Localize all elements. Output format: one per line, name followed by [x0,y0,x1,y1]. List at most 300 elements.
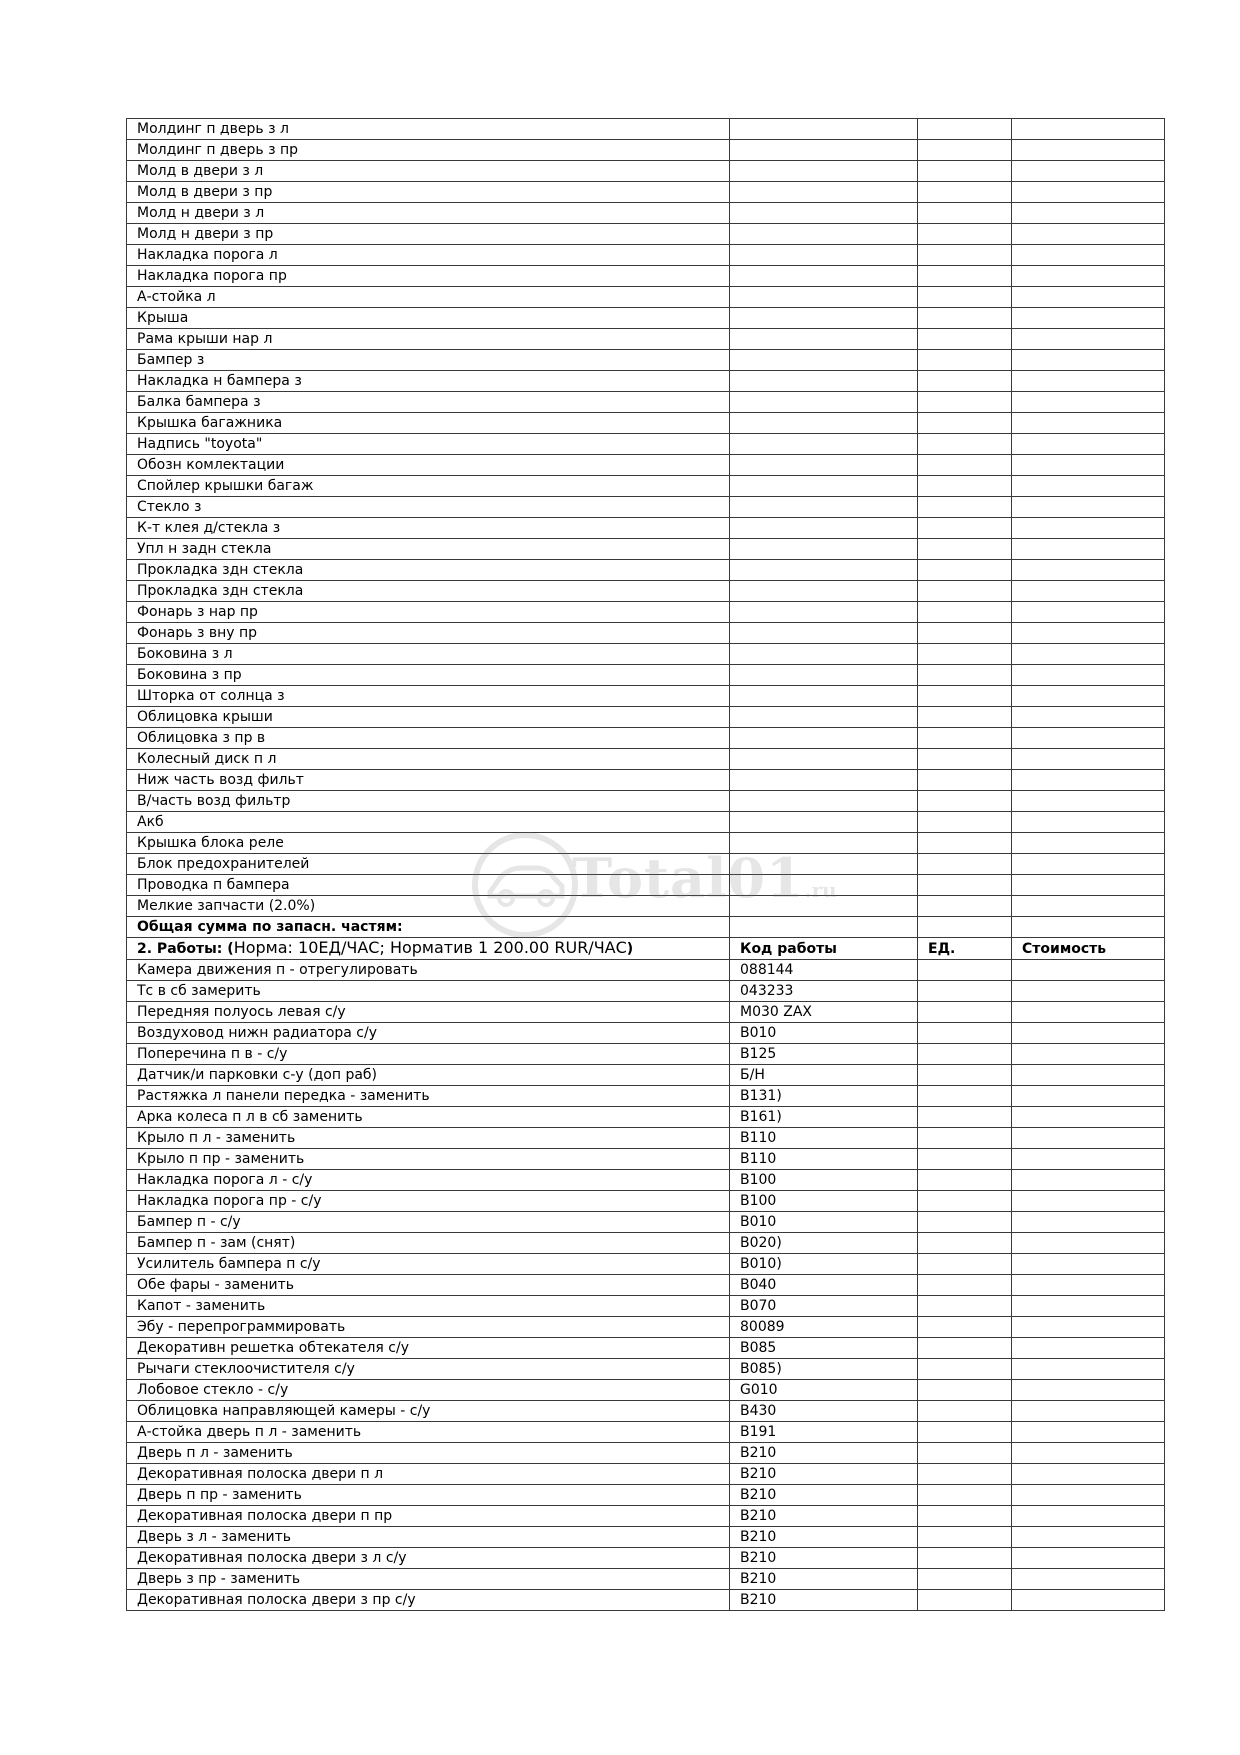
part-units-cell [918,371,1012,392]
part-code-cell [730,812,918,833]
part-cost-cell [1012,770,1165,791]
parts-row [127,728,1165,749]
works-row [127,1485,1165,1506]
work-name: Передняя полуось левая с/у [127,1002,730,1023]
part-code-cell [730,749,918,770]
part-units-cell [918,560,1012,581]
work-units-cell [918,960,1012,981]
part-cost-cell [1012,413,1165,434]
parts-row [127,518,1165,539]
part-cost-cell [1012,581,1165,602]
work-name: Датчик/и парковки с-у (доп раб) [127,1065,730,1086]
works-norm: Норма: 10ЕД/ЧАС; Норматив [233,938,473,957]
works-row [127,1443,1165,1464]
part-cost-cell [1012,245,1165,266]
works-row [127,1191,1165,1212]
work-code: B110 [730,1149,918,1170]
part-name: Колесный диск п л [127,749,730,770]
part-code-cell [730,224,918,245]
work-name: Капот - заменить [127,1296,730,1317]
works-row [127,1548,1165,1569]
part-name: Молдинг п дверь з л [127,119,730,140]
work-code: B131) [730,1086,918,1107]
work-code: B100 [730,1170,918,1191]
work-code: Б/Н [730,1065,918,1086]
part-code-cell [730,371,918,392]
parts-total-label: Общая сумма по запасн. частям: [127,917,730,938]
part-code-cell [730,791,918,812]
work-cost-cell [1012,1002,1165,1023]
work-code: B085 [730,1338,918,1359]
part-name: А-стойка л [127,287,730,308]
part-units-cell [918,203,1012,224]
part-name: Молд н двери з пр [127,224,730,245]
part-units-cell [918,350,1012,371]
works-row [127,1569,1165,1590]
part-units-cell [918,476,1012,497]
parts-row [127,581,1165,602]
work-units-cell [918,1569,1012,1590]
parts-row [127,392,1165,413]
work-cost-cell [1012,1086,1165,1107]
work-code: B100 [730,1191,918,1212]
work-code: B210 [730,1464,918,1485]
work-name: Декоративная полоска двери з л с/у [127,1548,730,1569]
work-name: Лобовое стекло - с/у [127,1380,730,1401]
parts-row [127,350,1165,371]
parts-row [127,224,1165,245]
part-name: Молд в двери з л [127,161,730,182]
part-code-cell [730,329,918,350]
work-cost-cell [1012,1569,1165,1590]
part-code-cell [730,539,918,560]
part-code-cell [730,161,918,182]
work-units-cell [918,1380,1012,1401]
part-name: Ниж часть возд фильт [127,770,730,791]
part-name: Молд в двери з пр [127,182,730,203]
parts-row [127,875,1165,896]
work-code: B040 [730,1275,918,1296]
part-name: Рама крыши нар л [127,329,730,350]
part-units-cell [918,518,1012,539]
work-code: 043233 [730,981,918,1002]
part-code-cell [730,203,918,224]
work-cost-cell [1012,1023,1165,1044]
part-cost-cell [1012,791,1165,812]
work-code: B430 [730,1401,918,1422]
parts-total-code-cell [730,917,918,938]
part-code-cell [730,308,918,329]
part-name: Блок предохранителей [127,854,730,875]
works-row [127,1170,1165,1191]
part-code-cell [730,833,918,854]
work-cost-cell [1012,1464,1165,1485]
work-units-cell [918,1065,1012,1086]
work-units-cell [918,1485,1012,1506]
parts-row [127,245,1165,266]
part-cost-cell [1012,896,1165,917]
work-cost-cell [1012,1254,1165,1275]
part-name: Спойлер крышки багаж [127,476,730,497]
work-units-cell [918,1548,1012,1569]
parts-row [127,644,1165,665]
part-code-cell [730,476,918,497]
parts-total-cost-cell [1012,917,1165,938]
work-cost-cell [1012,1443,1165,1464]
work-code: M030 ZAX [730,1002,918,1023]
work-cost-cell [1012,960,1165,981]
parts-row [127,539,1165,560]
work-code: B210 [730,1443,918,1464]
part-name: Упл н задн стекла [127,539,730,560]
work-units-cell [918,981,1012,1002]
work-cost-cell [1012,1170,1165,1191]
work-code: B010 [730,1023,918,1044]
work-cost-cell [1012,1275,1165,1296]
part-name: Акб [127,812,730,833]
part-name: Стекло з [127,497,730,518]
work-units-cell [918,1191,1012,1212]
part-cost-cell [1012,875,1165,896]
works-title: 2. Работы: ( [137,941,234,957]
work-code: B210 [730,1485,918,1506]
part-units-cell [918,896,1012,917]
col-header-units: ЕД. [918,938,1012,960]
part-units-cell [918,854,1012,875]
part-cost-cell [1012,602,1165,623]
part-name: Накладка порога пр [127,266,730,287]
part-cost-cell [1012,518,1165,539]
part-units-cell [918,413,1012,434]
part-units-cell [918,392,1012,413]
work-name: А-стойка дверь п л - заменить [127,1422,730,1443]
part-code-cell [730,644,918,665]
part-units-cell [918,749,1012,770]
work-cost-cell [1012,1065,1165,1086]
work-name: Накладка порога пр - с/у [127,1191,730,1212]
part-units-cell [918,308,1012,329]
part-name: Молд н двери з л [127,203,730,224]
work-units-cell [918,1044,1012,1065]
part-units-cell [918,245,1012,266]
part-code-cell [730,497,918,518]
part-name: Крыша [127,308,730,329]
part-units-cell [918,728,1012,749]
part-code-cell [730,707,918,728]
work-units-cell [918,1149,1012,1170]
work-code: B020) [730,1233,918,1254]
work-units-cell [918,1170,1012,1191]
parts-row [127,707,1165,728]
part-cost-cell [1012,665,1165,686]
part-units-cell [918,497,1012,518]
works-rate: 1 200.00 RUR/ЧАС [472,938,627,957]
part-units-cell [918,182,1012,203]
work-name: Арка колеса п л в сб заменить [127,1107,730,1128]
work-units-cell [918,1590,1012,1611]
parts-row [127,161,1165,182]
part-code-cell [730,518,918,539]
parts-row [127,119,1165,140]
works-row [127,1002,1165,1023]
work-cost-cell [1012,1506,1165,1527]
works-row [127,1380,1165,1401]
part-name: Облицовка з пр в [127,728,730,749]
part-name: Крышка багажника [127,413,730,434]
part-code-cell [730,392,918,413]
work-code: B210 [730,1548,918,1569]
work-name: Бампер п - зам (снят) [127,1233,730,1254]
col-header-cost: Стоимость [1012,938,1165,960]
part-cost-cell [1012,812,1165,833]
part-code-cell [730,686,918,707]
parts-total-row [127,917,1165,938]
part-code-cell [730,581,918,602]
work-units-cell [918,1506,1012,1527]
parts-row [127,140,1165,161]
work-cost-cell [1012,1548,1165,1569]
work-code: B010 [730,1212,918,1233]
work-code: B010) [730,1254,918,1275]
part-code-cell [730,875,918,896]
part-code-cell [730,434,918,455]
parts-row [127,287,1165,308]
part-cost-cell [1012,707,1165,728]
part-code-cell [730,560,918,581]
part-code-cell [730,623,918,644]
part-name: Накладка н бампера з [127,371,730,392]
work-code: G010 [730,1380,918,1401]
work-name: Крыло п пр - заменить [127,1149,730,1170]
part-name: В/часть возд фильтр [127,791,730,812]
works-row [127,1338,1165,1359]
work-cost-cell [1012,1380,1165,1401]
work-name: Обе фары - заменить [127,1275,730,1296]
part-name: Проводка п бампера [127,875,730,896]
part-cost-cell [1012,497,1165,518]
work-units-cell [918,1317,1012,1338]
part-name: Прокладка здн стекла [127,581,730,602]
work-code: B210 [730,1527,918,1548]
work-cost-cell [1012,981,1165,1002]
works-row [127,1506,1165,1527]
part-name: Шторка от солнца з [127,686,730,707]
part-name: К-т клея д/стекла з [127,518,730,539]
part-code-cell [730,455,918,476]
works-row [127,1212,1165,1233]
part-cost-cell [1012,182,1165,203]
part-units-cell [918,539,1012,560]
work-code: B210 [730,1590,918,1611]
work-units-cell [918,1275,1012,1296]
parts-total-units-cell [918,917,1012,938]
works-row [127,1275,1165,1296]
part-name: Фонарь з вну пр [127,623,730,644]
part-units-cell [918,119,1012,140]
works-row [127,1086,1165,1107]
parts-row [127,560,1165,581]
work-cost-cell [1012,1233,1165,1254]
part-name: Прокладка здн стекла [127,560,730,581]
part-code-cell [730,182,918,203]
work-cost-cell [1012,1359,1165,1380]
work-name: Облицовка направляющей камеры - с/у [127,1401,730,1422]
part-code-cell [730,854,918,875]
part-units-cell [918,665,1012,686]
work-units-cell [918,1128,1012,1149]
estimate-table [126,118,1165,1611]
work-units-cell [918,1212,1012,1233]
part-code-cell [730,770,918,791]
work-name: Дверь п пр - заменить [127,1485,730,1506]
work-cost-cell [1012,1296,1165,1317]
work-name: Крыло п л - заменить [127,1128,730,1149]
parts-row [127,665,1165,686]
works-row [127,1464,1165,1485]
part-code-cell [730,413,918,434]
part-units-cell [918,140,1012,161]
part-units-cell [918,287,1012,308]
parts-row [127,833,1165,854]
parts-row [127,266,1165,287]
part-units-cell [918,812,1012,833]
part-cost-cell [1012,140,1165,161]
work-cost-cell [1012,1317,1165,1338]
works-row [127,1401,1165,1422]
part-cost-cell [1012,686,1165,707]
works-row [127,1359,1165,1380]
work-units-cell [918,1338,1012,1359]
part-name: Надпись "toyota" [127,434,730,455]
work-name: Эбу - перепрограммировать [127,1317,730,1338]
part-name: Накладка порога л [127,245,730,266]
work-name: Воздуховод нижн радиатора с/у [127,1023,730,1044]
work-units-cell [918,1443,1012,1464]
works-row [127,1590,1165,1611]
work-cost-cell [1012,1422,1165,1443]
parts-row [127,413,1165,434]
parts-row [127,203,1165,224]
work-name: Тс в сб замерить [127,981,730,1002]
part-cost-cell [1012,329,1165,350]
work-units-cell [918,1422,1012,1443]
part-cost-cell [1012,539,1165,560]
part-cost-cell [1012,392,1165,413]
work-name: Декоративная полоска двери з пр с/у [127,1590,730,1611]
part-code-cell [730,245,918,266]
work-units-cell [918,1086,1012,1107]
part-code-cell [730,350,918,371]
parts-row [127,791,1165,812]
work-name: Бампер п - с/у [127,1212,730,1233]
works-row [127,1527,1165,1548]
part-units-cell [918,434,1012,455]
parts-row [127,182,1165,203]
part-code-cell [730,665,918,686]
part-cost-cell [1012,287,1165,308]
part-units-cell [918,581,1012,602]
work-cost-cell [1012,1128,1165,1149]
part-code-cell [730,266,918,287]
parts-row [127,854,1165,875]
part-code-cell [730,140,918,161]
work-cost-cell [1012,1527,1165,1548]
part-name: Боковина з пр [127,665,730,686]
work-units-cell [918,1359,1012,1380]
part-name: Бампер з [127,350,730,371]
works-row [127,1065,1165,1086]
work-name: Дверь з л - заменить [127,1527,730,1548]
work-units-cell [918,1254,1012,1275]
parts-row [127,770,1165,791]
work-cost-cell [1012,1149,1165,1170]
work-code: B125 [730,1044,918,1065]
work-units-cell [918,1233,1012,1254]
part-code-cell [730,602,918,623]
parts-row [127,896,1165,917]
work-code: 80089 [730,1317,918,1338]
work-name: Накладка порога л - с/у [127,1170,730,1191]
parts-row [127,476,1165,497]
parts-row [127,434,1165,455]
work-name: Декоративная полоска двери п пр [127,1506,730,1527]
part-cost-cell [1012,644,1165,665]
part-units-cell [918,833,1012,854]
works-row [127,1044,1165,1065]
work-name: Поперечина п в - с/у [127,1044,730,1065]
work-cost-cell [1012,1191,1165,1212]
part-units-cell [918,161,1012,182]
part-units-cell [918,224,1012,245]
part-code-cell [730,119,918,140]
part-code-cell [730,287,918,308]
work-units-cell [918,1002,1012,1023]
part-cost-cell [1012,203,1165,224]
part-cost-cell [1012,266,1165,287]
work-units-cell [918,1107,1012,1128]
work-name: Декоративная полоска двери п л [127,1464,730,1485]
work-code: B070 [730,1296,918,1317]
work-name: Рычаги стеклоочистителя с/у [127,1359,730,1380]
col-header-code: Код работы [730,938,918,960]
part-name: Обозн комлектации [127,455,730,476]
part-units-cell [918,266,1012,287]
watermark-text: Total01.ru [572,846,837,910]
works-row [127,1128,1165,1149]
work-code: B210 [730,1569,918,1590]
part-cost-cell [1012,308,1165,329]
part-units-cell [918,602,1012,623]
part-name: Облицовка крыши [127,707,730,728]
work-code: B110 [730,1128,918,1149]
part-cost-cell [1012,161,1165,182]
work-name: Камера движения п - отрегулировать [127,960,730,981]
work-units-cell [918,1527,1012,1548]
part-units-cell [918,770,1012,791]
part-cost-cell [1012,833,1165,854]
work-name: Дверь з пр - заменить [127,1569,730,1590]
work-code: 088144 [730,960,918,981]
parts-row [127,686,1165,707]
part-units-cell [918,455,1012,476]
works-section-title [127,938,730,960]
work-name: Растяжка л панели передка - заменить [127,1086,730,1107]
part-cost-cell [1012,455,1165,476]
part-name: Фонарь з нар пр [127,602,730,623]
parts-row [127,497,1165,518]
works-row [127,1296,1165,1317]
parts-row [127,812,1165,833]
